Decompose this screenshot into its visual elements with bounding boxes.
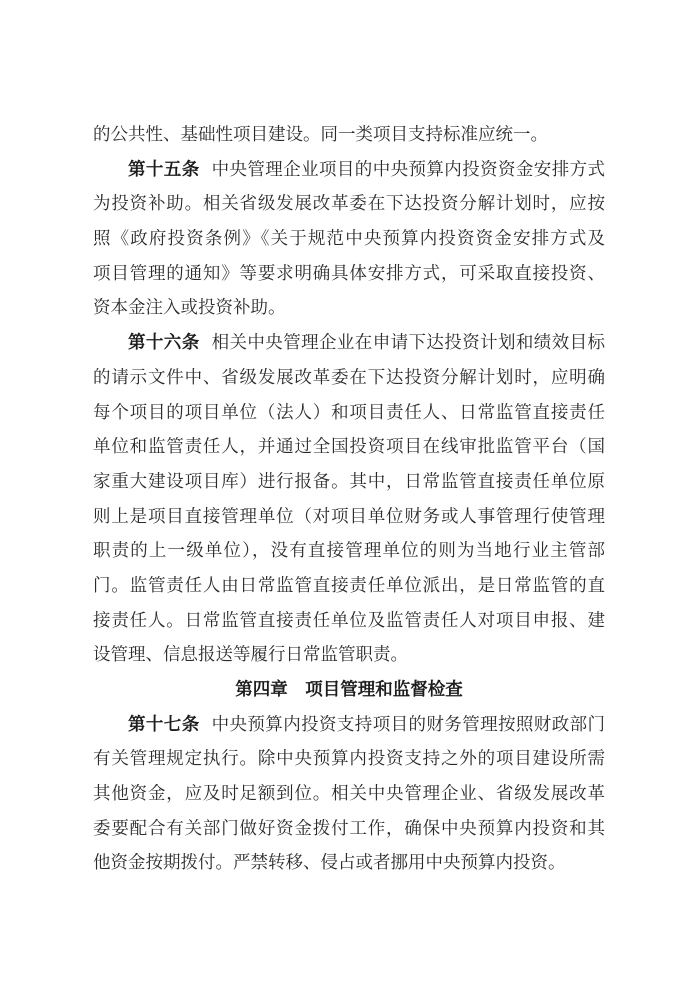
line-text: 他资金按期拨付。严禁转移、侵占或者挪用中央预算内投资。 — [93, 852, 566, 873]
text-line — [93, 290, 605, 325]
article-number-label: 第十六条 — [128, 332, 200, 353]
document-body — [93, 117, 605, 880]
text-line — [93, 360, 605, 395]
line-text: 照《政府投资条例》《关于规范中央预算内投资资金安排方式及 — [93, 228, 605, 249]
line-text: 的请示文件中、省级发展改革委在下达投资分解计划时，应明确 — [93, 366, 605, 387]
text-line — [93, 637, 605, 672]
line-text: 其他资金，应及时足额到位。相关中央管理企业、省级发展改革 — [93, 783, 605, 804]
line-text: 有关管理规定执行。除中央预算内投资支持之外的项目建设所需 — [93, 748, 605, 769]
text-line — [93, 395, 605, 430]
line-text: 资本金注入或投资补助。 — [93, 297, 286, 318]
line-text: 委要配合有关部门做好资金拨付工作，确保中央预算内投资和其 — [93, 817, 605, 838]
line-text: 项目管理的通知》等要求明确具体安排方式，可采取直接投资、 — [93, 262, 605, 283]
text-line — [93, 186, 605, 221]
article-number-label: 第十七条 — [128, 713, 200, 734]
text-line — [93, 464, 605, 499]
line-text: 设管理、信息报送等履行日常监管职责。 — [93, 644, 408, 665]
text-line — [93, 568, 605, 603]
line-text: 为投资补助。相关省级发展改革委在下达投资分解计划时，应按 — [93, 193, 605, 214]
text-line — [93, 221, 605, 256]
line-text: 门。监管责任人由日常监管直接责任单位派出，是日常监管的直 — [93, 574, 605, 595]
line-text: 第四章 项目管理和监督检查 — [235, 679, 463, 699]
text-line — [93, 845, 605, 880]
text-line — [93, 811, 605, 846]
text-line — [93, 256, 605, 291]
text-line — [93, 499, 605, 534]
line-text: 中央预算内投资支持项目的财务管理按照财政部门 — [211, 713, 605, 734]
line-text: 中央管理企业项目的中央预算内投资资金安排方式 — [211, 158, 605, 179]
text-line — [93, 776, 605, 811]
line-text: 相关中央管理企业在申请下达投资计划和绩效目标 — [211, 332, 605, 353]
text-line — [93, 152, 605, 187]
text-line — [93, 429, 605, 464]
line-text: 单位和监管责任人，并通过全国投资项目在线审批监管平台（国 — [93, 436, 605, 457]
text-line — [93, 603, 605, 638]
article-number-label: 第十五条 — [128, 158, 200, 179]
line-text: 接责任人。日常监管直接责任单位及监管责任人对项目申报、建 — [93, 609, 605, 630]
text-line — [93, 533, 605, 568]
chapter-heading — [93, 672, 605, 707]
line-text: 家重大建设项目库）进行报备。其中，日常监管直接责任单位原 — [93, 470, 605, 491]
line-text: 职责的上一级单位），没有直接管理单位的则为当地行业主管部 — [93, 540, 605, 561]
text-line — [93, 707, 605, 742]
text-line — [93, 117, 605, 152]
text-line — [93, 325, 605, 360]
text-line — [93, 741, 605, 776]
line-text: 的公共性、基础性项目建设。同一类项目支持标准应统一。 — [93, 124, 548, 144]
line-text: 每个项目的项目单位（法人）和项目责任人、日常监管直接责任 — [93, 401, 605, 422]
line-text: 则上是项目直接管理单位（对项目单位财务或人事管理行使管理 — [93, 505, 605, 526]
